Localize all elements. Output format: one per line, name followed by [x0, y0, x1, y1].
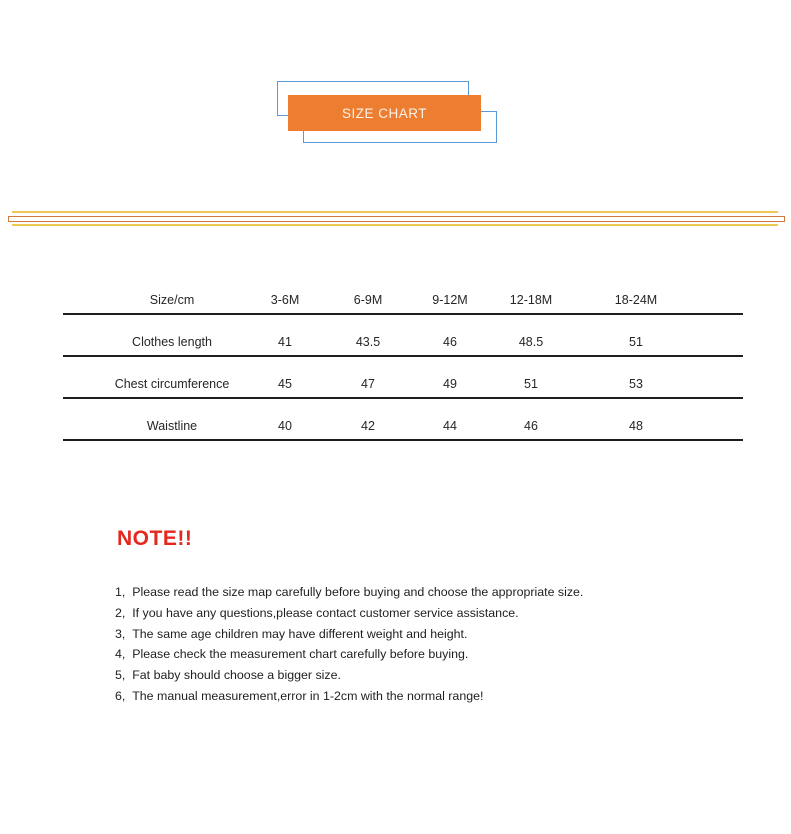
column-header-size: Size/cm [149, 293, 195, 307]
cell-value: 42 [361, 419, 375, 433]
column-header-3-6m: 3-6M [270, 293, 300, 307]
column-header-12-18m: 12-18M [509, 293, 553, 307]
cell-value: 40 [278, 419, 292, 433]
cell-value: 41 [278, 335, 292, 349]
note-item-6: 6, The manual measurement,error in 1-2cm with the normal range! [115, 688, 484, 703]
table-row-waistline [63, 399, 743, 441]
cell-value: 51 [629, 335, 643, 349]
divider-yellow-line-top [12, 211, 778, 213]
cell-value: 53 [629, 377, 643, 391]
cell-value: 51 [524, 377, 538, 391]
column-header-18-24m: 18-24M [614, 293, 658, 307]
cell-value: 46 [524, 419, 538, 433]
column-header-9-12m: 9-12M [432, 293, 468, 307]
cell-value: 49 [443, 377, 457, 391]
table-row-clothes-length [63, 315, 743, 357]
banner-title: SIZE CHART [341, 105, 427, 121]
cell-value: 43.5 [355, 335, 381, 349]
row-label: Clothes length [132, 335, 212, 349]
cell-value: 47 [361, 377, 375, 391]
note-item-4: 4, Please check the measurement chart carefully before buying. [115, 647, 469, 662]
size-chart-table [63, 273, 743, 441]
note-item-2: 2, If you have any questions,please contact customer service assistance. [115, 605, 519, 620]
size-chart-banner [288, 95, 481, 131]
cell-value: 48.5 [518, 335, 544, 349]
note-item-1: 1, Please read the size map carefully before buying and choose the appropriate size. [115, 585, 584, 599]
note-heading: NOTE!! [117, 527, 193, 550]
table-header-row [63, 273, 743, 315]
note-list [115, 582, 735, 707]
cell-value: 48 [629, 419, 643, 433]
cell-value: 44 [443, 419, 457, 433]
divider-orange-rule [8, 216, 785, 222]
note-item-3: 3, The same age children may have different weight and height. [115, 626, 468, 641]
column-header-6-9m: 6-9M [353, 293, 383, 307]
note-item-5: 5, Fat baby should choose a bigger size. [115, 668, 341, 683]
cell-value: 46 [443, 335, 457, 349]
divider-yellow-line-bottom [12, 224, 778, 226]
row-label: Chest circumference [114, 377, 230, 391]
table-row-chest-circumference [63, 357, 743, 399]
cell-value: 45 [278, 377, 292, 391]
row-label: Waistline [146, 419, 198, 433]
